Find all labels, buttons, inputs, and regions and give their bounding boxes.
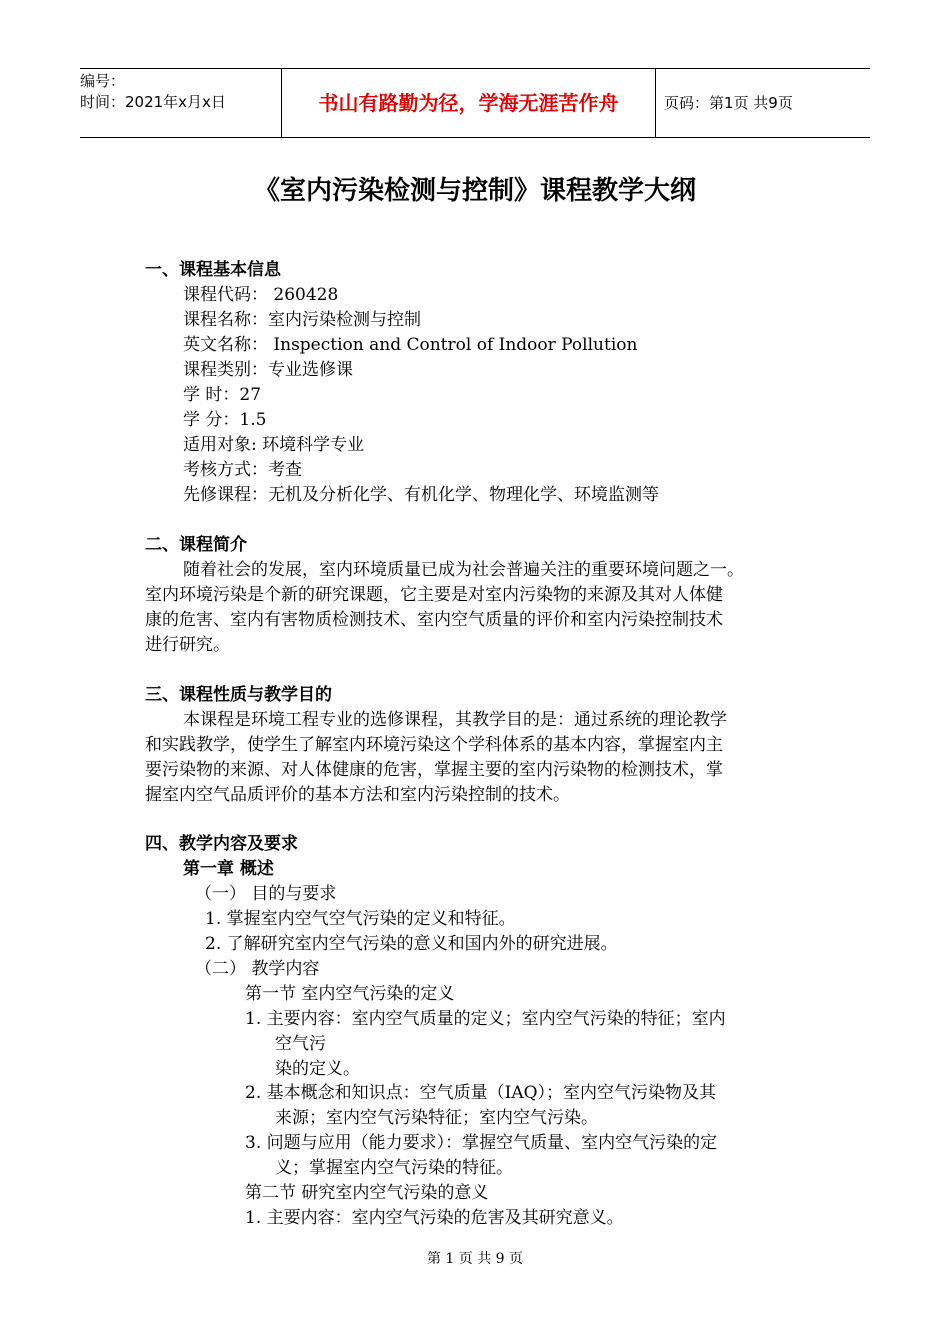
- subsection-heading: （二） 教学内容: [195, 959, 320, 979]
- header-number: 编号：: [80, 72, 126, 90]
- section-heading: 三、课程性质与教学目的: [145, 685, 332, 705]
- paragraph-line: 握室内空气品质评价的基本方法和室内污染控制的技术。: [145, 785, 570, 805]
- info-line: 学 时：27: [183, 385, 262, 405]
- list-item: 3. 问题与应用（能力要求）：掌握空气质量、室内空气污染的定: [245, 1133, 718, 1153]
- info-line: 考核方式：考查: [183, 460, 302, 480]
- info-line: 英文名称： Inspection and Control of Indoor Pollution: [183, 335, 638, 355]
- section-heading: 二、课程简介: [145, 535, 247, 555]
- info-line: 课程代码： 260428: [183, 285, 339, 305]
- section-heading: 四、教学内容及要求: [145, 834, 298, 854]
- page-header: [80, 68, 870, 138]
- paragraph-line: 本课程是环境工程专业的选修课程，其教学目的是：通过系统的理论教学: [183, 710, 727, 730]
- list-item: 2. 基本概念和知识点：空气质量（IAQ）；室内空气污染物及其: [245, 1083, 717, 1103]
- list-item: 2. 了解研究室内空气污染的意义和国内外的研究进展。: [205, 934, 618, 954]
- list-item: 1. 掌握室内空气空气污染的定义和特征。: [205, 909, 516, 929]
- section-heading: 一、课程基本信息: [145, 260, 281, 280]
- info-line: 课程类别：专业选修课: [183, 360, 353, 380]
- chapter-heading: 第一章 概述: [183, 859, 274, 879]
- list-item: 来源；室内空气污染特征；室内空气污染。: [275, 1108, 598, 1128]
- subsection-heading: （一） 目的与要求: [195, 884, 337, 904]
- paragraph-line: 室内环境污染是个新的研究课题，它主要是对室内污染物的来源及其对人体健: [145, 585, 723, 605]
- paragraph-line: 进行研究。: [145, 635, 230, 655]
- list-item: 空气污: [275, 1034, 326, 1054]
- list-item: 1. 主要内容：室内空气污染的危害及其研究意义。: [245, 1208, 624, 1228]
- header-time: 时间：2021年x月x日: [80, 93, 226, 111]
- info-line: 适用对象: 环境科学专业: [183, 435, 365, 455]
- section-title: 第二节 研究室内空气污染的意义: [245, 1183, 489, 1203]
- header-motto: 书山有路勤为径，学海无涯苦作舟: [281, 69, 656, 137]
- paragraph-line: 随着社会的发展，室内环境质量已成为社会普遍关注的重要环境问题之一。: [183, 560, 744, 580]
- header-page-info: 页码：第1页 共9页: [664, 94, 793, 112]
- paragraph-line: 要污染物的来源、对人体健康的危害，掌握主要的室内污染物的检测技术，掌: [145, 760, 723, 780]
- list-item: 染的定义。: [275, 1059, 360, 1079]
- document-title: 《室内污染检测与控制》课程教学大纲: [253, 176, 696, 206]
- section-title: 第一节 室内空气污染的定义: [245, 984, 455, 1004]
- info-line: 先修课程：无机及分析化学、有机化学、物理化学、环境监测等: [183, 485, 659, 505]
- list-item: 义；掌握室内空气污染的特征。: [275, 1158, 513, 1178]
- page-footer: 第 1 页 共 9 页: [426, 1251, 524, 1267]
- header-info: [80, 69, 281, 139]
- info-line: 课程名称：室内污染检测与控制: [183, 310, 421, 330]
- paragraph-line: 康的危害、室内有害物质检测技术、室内空气质量的评价和室内污染控制技术: [145, 610, 723, 630]
- info-line: 学 分：1.5: [183, 410, 267, 430]
- paragraph-line: 和实践教学，使学生了解室内环境污染这个学科体系的基本内容，掌握室内主: [145, 735, 723, 755]
- list-item: 1. 主要内容：室内空气质量的定义；室内空气污染的特征；室内: [245, 1009, 726, 1029]
